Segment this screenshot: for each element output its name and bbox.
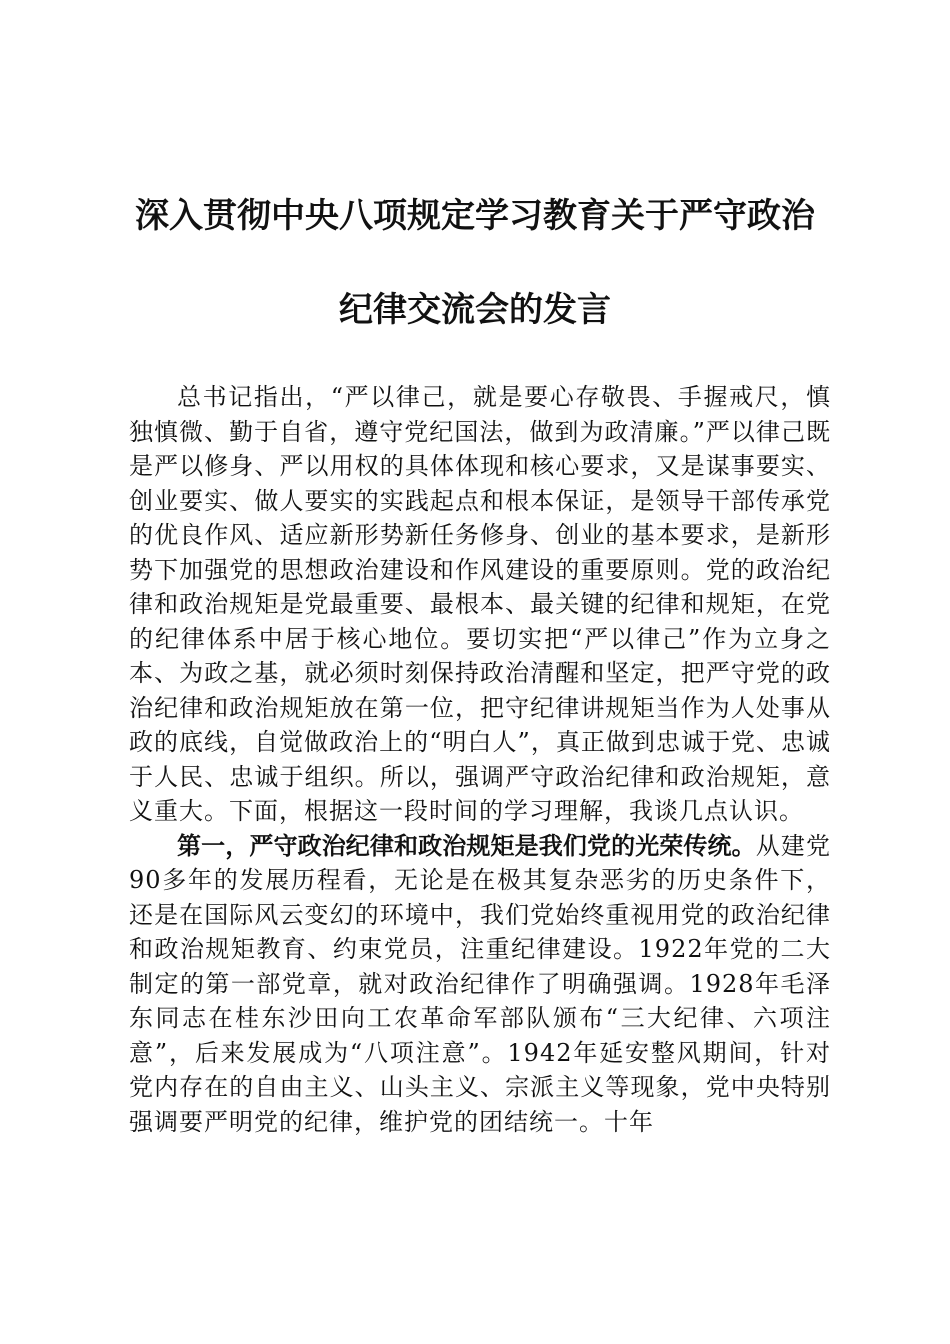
document-body <box>129 380 831 1139</box>
document-title-line-1: 深入贯彻中央八项规定学习教育关于严守政治 <box>135 196 815 236</box>
paragraph-first-point <box>129 829 831 1140</box>
document-title-line-2: 纪律交流会的发言 <box>339 290 611 330</box>
paragraph-body: 从建党90多年的发展历程看，无论是在极其复杂恶劣的历史条件下，还是在国际风云变幻的环境中，我们党始终重视用党的政治纪律和政治规矩教育、约束党员，注重纪律建设。1922年党的二大制定的第一部党章，就对政治纪律作了明确强调。1928年毛泽东同志在桂东沙田向工农革命军部队颁布“三大纪律、六项注意”，后来发展成为“八项注意”。1942年延安整风期间，针对党内存在的自由主义、山头主义、宗派主义等现象，党中央特别强调要严明党的纪律，维护党的团结统一。十年 <box>129 831 832 1136</box>
paragraph-intro: 总书记指出，“严以律己，就是要心存敬畏、手握戒尺，慎独慎微、勤于自省，遵守党纪国法，做到为政清廉。”严以律己既是严以修身、严以用权的具体体现和核心要求，又是谋事要实、创业要实、做人要实的实践起点和根本保证，是领导干部传承党的优良作风、适应新形势新任务修身、创业的基本要求，是新形势下加强党的思想政治建设和作风建设的重要原则。党的政治纪律和政治规矩是党最重要、最根本、最关键的纪律和规矩，在党的纪律体系中居于核心地位。要切实把“严以律己”作为立身之本、为政之基，就必须时刻保持政治清醒和坚定，把严守党的政治纪律和政治规矩放在第一位，把守纪律讲规矩当作为人处事从政的底线，自觉做政治上的“明白人”，真正做到忠诚于党、忠诚于人民、忠诚于组织。所以，强调严守政治纪律和政治规矩，意义重大。下面，根据这一段时间的学习理解，我谈几点认识。 <box>129 383 831 825</box>
paragraph-heading: 第一，严守政治纪律和政治规矩是我们党的光荣传统。 <box>177 831 756 860</box>
